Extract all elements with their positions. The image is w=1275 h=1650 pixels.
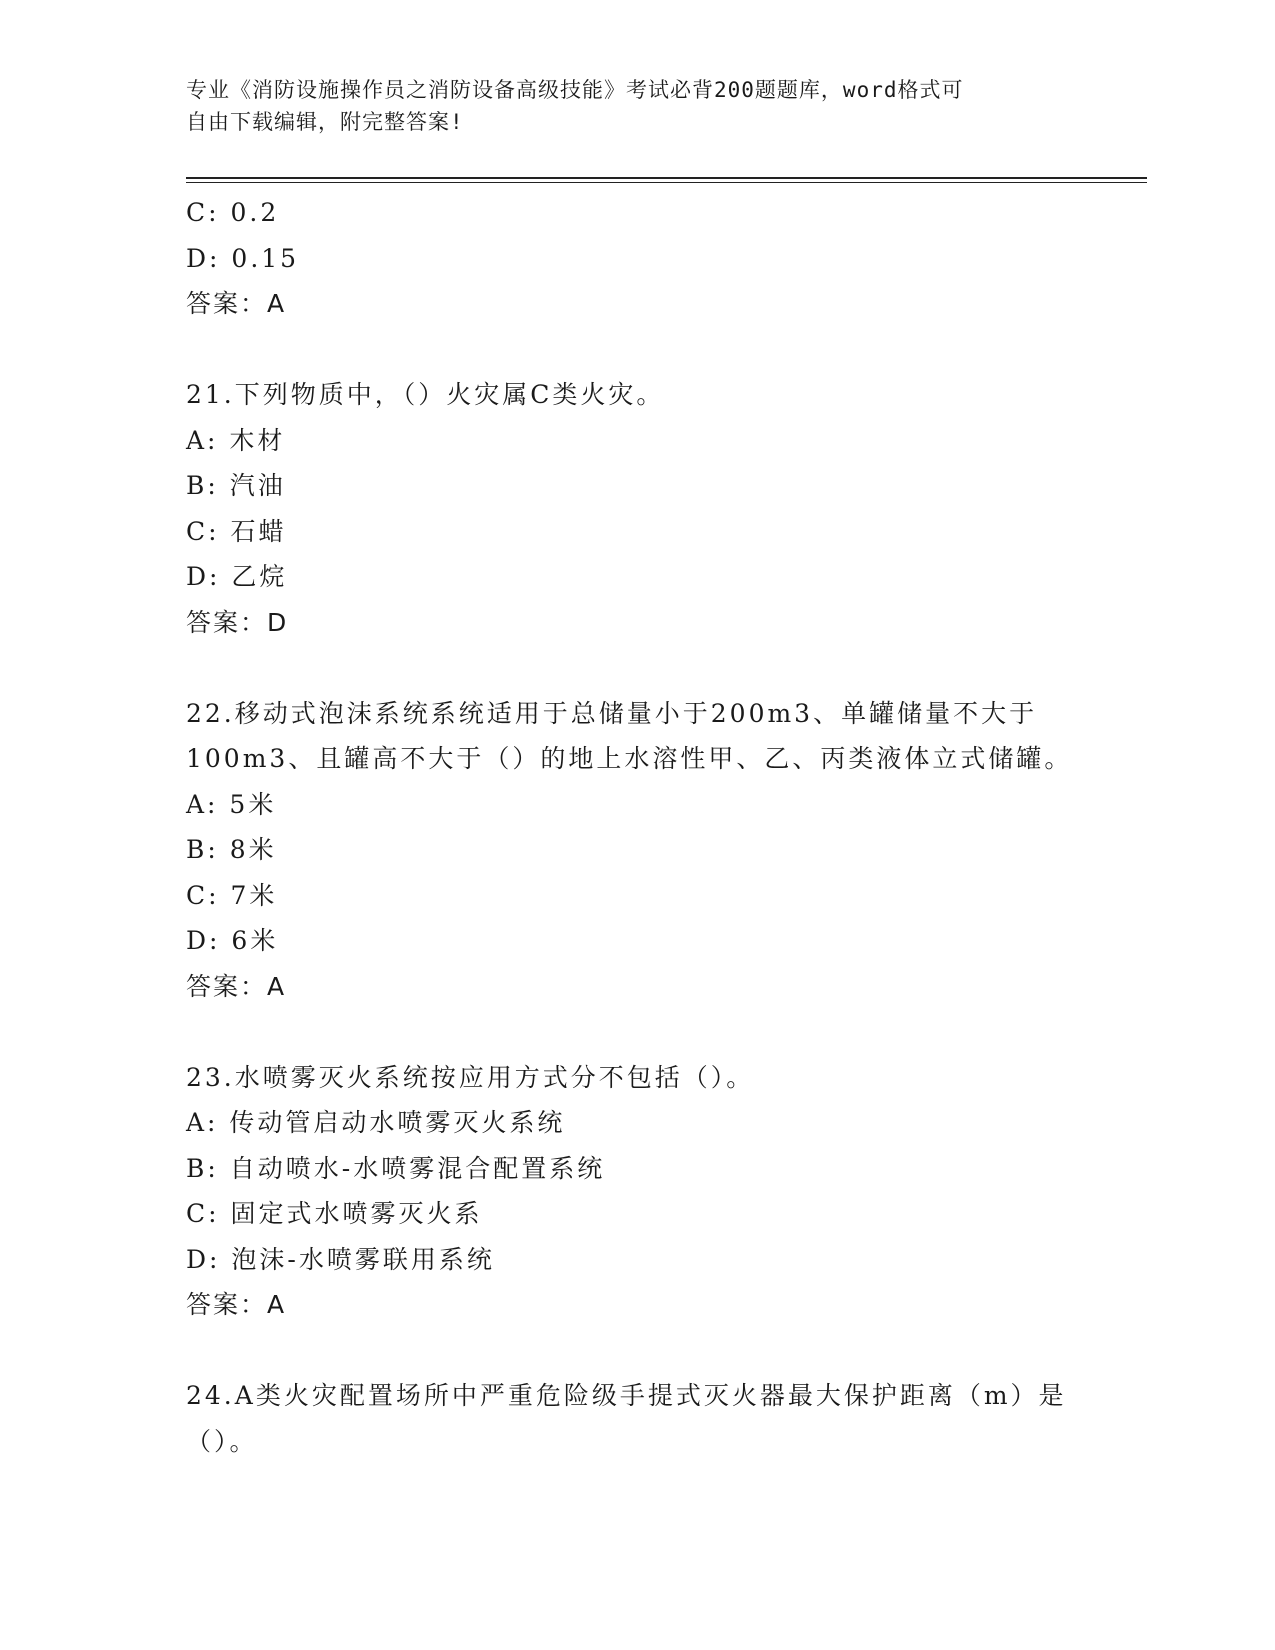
header-line-1: 专业《消防设施操作员之消防设备高级技能》考试必背200题题库，word格式可 [186, 78, 964, 102]
option-a: A: 5米 [186, 789, 277, 819]
option-c: C: 0.2 [186, 198, 280, 227]
header-line-2: 自由下载编辑，附完整答案! [186, 110, 464, 134]
answer-label: 答案：A [186, 289, 287, 318]
header-divider-thin [186, 182, 1147, 183]
question-stem-line-1: 24.A类火灾配置场所中严重危险级手提式灭火器最大保护距离（m）是 [186, 1381, 1067, 1410]
question-21 [186, 372, 1147, 645]
question-22 [186, 691, 1147, 1010]
option-d: D: 0.15 [186, 243, 300, 273]
previous-question-tail [186, 190, 1147, 327]
option-a: A: 传动管启动水喷雾灭火系统 [186, 1108, 566, 1137]
option-d: D: 6米 [186, 926, 279, 955]
option-c: C: 石蜡 [186, 516, 287, 546]
question-24 [186, 1373, 1147, 1464]
option-d: D: 泡沫-水喷雾联用系统 [186, 1244, 495, 1274]
header-divider-thick [186, 177, 1147, 179]
option-b: B: 汽油 [186, 471, 286, 500]
question-list [186, 190, 1147, 1464]
question-stem-line-2: 100m3、且罐高不大于（）的地上水溶性甲、乙、丙类液体立式储罐。 [186, 744, 1073, 773]
option-d: D: 乙烷 [186, 562, 288, 591]
option-b: B: 自动喷水-水喷雾混合配置系统 [186, 1153, 606, 1183]
option-a: A: 木材 [186, 425, 286, 455]
document-header [186, 74, 1086, 138]
option-c: C: 7米 [186, 880, 278, 910]
answer-label: 答案：A [186, 1290, 287, 1319]
question-23 [186, 1055, 1147, 1328]
answer-label: 答案：D [186, 607, 289, 637]
question-stem: 23.水喷雾灭火系统按应用方式分不包括（）。 [186, 1062, 755, 1092]
option-b: B: 8米 [186, 835, 277, 864]
option-c: C: 固定式水喷雾灭火系 [186, 1199, 483, 1228]
question-stem-line-1: 22.移动式泡沫系统系统适用于总储量小于200m3、单罐储量不大于 [186, 698, 1038, 728]
question-stem-line-2: （）。 [186, 1426, 258, 1456]
answer-label: 答案：A [186, 971, 287, 1001]
question-stem: 21.下列物质中，（）火灾属C类火灾。 [186, 380, 665, 409]
